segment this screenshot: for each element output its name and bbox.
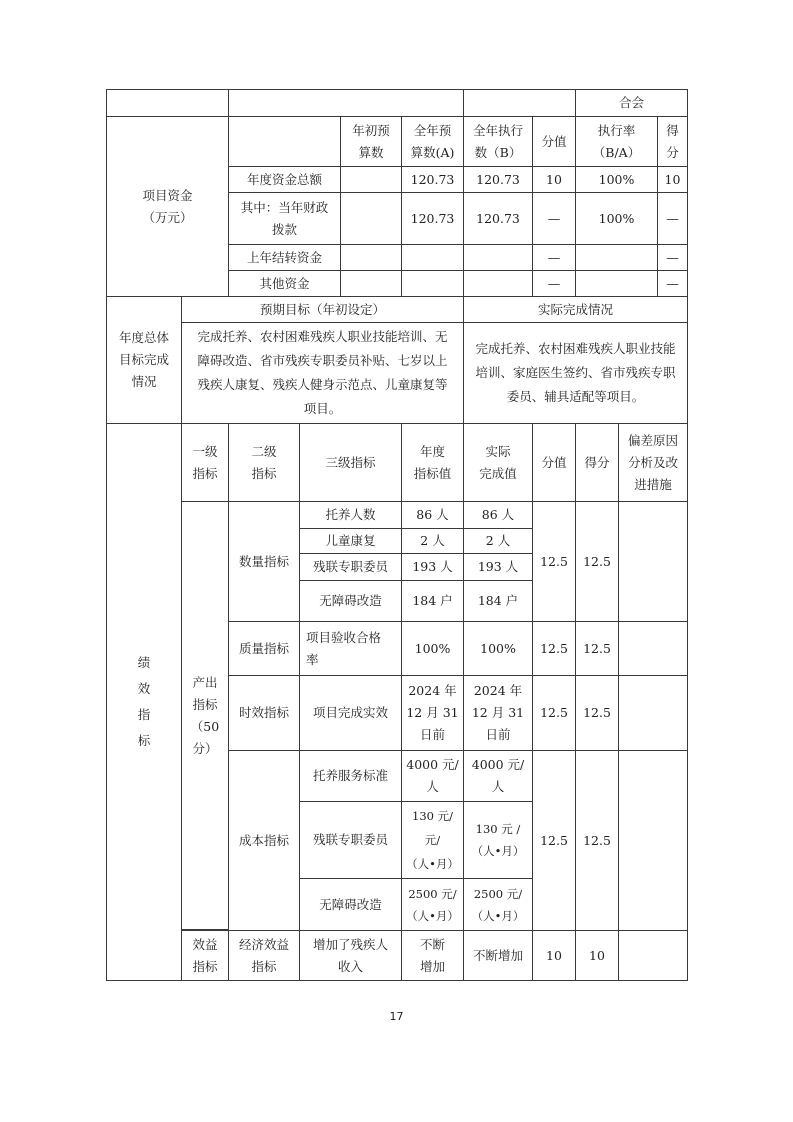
indicator-target: 2 人 xyxy=(401,528,464,554)
funds-row-score: 10 xyxy=(657,166,688,193)
group-deviation xyxy=(618,501,688,622)
funds-row-full-year xyxy=(401,244,464,271)
indicator-actual: 193 人 xyxy=(463,553,533,581)
goals-section-title: 年度总体 目标完成 情况 xyxy=(106,296,182,424)
funds-row-label: 年度资金总额 xyxy=(228,166,341,193)
funds-row-exec-rate: 100% xyxy=(575,192,658,245)
indicator-target: 2500 元/ （人•月） xyxy=(401,878,464,931)
group-score-value: 12.5 xyxy=(532,501,576,622)
goals-actual-text: 完成托养、农村困难残疾人职业技能 培训、家庭医生签约、省市残疾专职 委员、辅具适配等项目。 xyxy=(463,322,688,424)
perf-header-score-value: 分值 xyxy=(532,423,576,502)
group-score-value: 12.5 xyxy=(532,750,576,931)
goals-planned-text: 完成托养、农村困难残疾人职业技能培训、无 障碍改造、省市残疾专职委员补贴、七岁以上 残疾人康复、残疾人健身示范点、儿童康复等 项目。 xyxy=(181,322,464,424)
indicator-name: 无障碍改造 xyxy=(299,878,402,931)
funds-header-blank xyxy=(228,116,341,167)
perf-header-target: 年度 指标值 xyxy=(401,423,464,502)
funds-row-score-value: — xyxy=(532,244,576,271)
funds-row-initial xyxy=(340,166,402,193)
indicator-name: 无障碍改造 xyxy=(299,580,402,622)
funds-row-score-value: 10 xyxy=(532,166,576,193)
funds-header-executed: 全年执行 数（B） xyxy=(463,116,533,167)
funds-row-initial xyxy=(340,244,402,271)
indicator-target: 130 元/ 元/ （人•月） xyxy=(401,801,464,879)
funds-row-label: 其他资金 xyxy=(228,270,341,297)
group-score-value: 12.5 xyxy=(532,675,576,751)
funds-header-score-value: 分值 xyxy=(532,116,576,167)
indicator-actual: 4000 元/ 人 xyxy=(463,750,533,802)
group-score: 10 xyxy=(575,930,619,981)
group-deviation xyxy=(618,675,688,751)
perf-header-deviation: 偏差原因 分析及改 进措施 xyxy=(618,423,688,502)
indicator-actual: 100% xyxy=(463,621,533,676)
header-cell-1 xyxy=(106,89,229,117)
indicator-name: 残联专职委员 xyxy=(299,553,402,581)
indicator-group-name: 成本指标 xyxy=(228,750,300,931)
indicator-name: 托养人数 xyxy=(299,501,402,529)
header-cell-3 xyxy=(463,89,576,117)
perf-header-l2: 二级 指标 xyxy=(228,423,300,502)
indicator-target: 193 人 xyxy=(401,553,464,581)
group-score: 12.5 xyxy=(575,750,619,931)
indicator-target: 86 人 xyxy=(401,501,464,529)
group-score: 12.5 xyxy=(575,501,619,622)
funds-row-full-year xyxy=(401,270,464,297)
funds-row-exec-rate xyxy=(575,270,658,297)
funds-row-label: 上年结转资金 xyxy=(228,244,341,271)
indicator-actual: 2024 年 12 月 31 日前 xyxy=(463,675,533,751)
funds-row-initial xyxy=(340,270,402,297)
indicator-name: 项目验收合格 率 xyxy=(299,621,402,676)
page-number: 17 xyxy=(389,1010,404,1023)
indicator-target: 不断 增加 xyxy=(401,930,464,981)
output-indicator-label: 产出 指标 （50 分） xyxy=(181,501,229,930)
perf-header-l3: 三级指标 xyxy=(299,423,402,502)
indicator-actual: 2500 元/ （人•月） xyxy=(463,878,533,931)
indicator-actual: 184 户 xyxy=(463,580,533,622)
funds-header-initial: 年初预 算数 xyxy=(340,116,402,167)
funds-row-score-value: — xyxy=(532,270,576,297)
funds-header-score: 得 分 xyxy=(657,116,688,167)
group-score: 12.5 xyxy=(575,675,619,751)
funds-row-score-value: — xyxy=(532,192,576,245)
indicator-actual: 2 人 xyxy=(463,528,533,554)
funds-row-executed: 120.73 xyxy=(463,192,533,245)
funds-section-title: 项目资金 （万元） xyxy=(106,116,229,297)
benefit-indicator-label: 效益 指标 xyxy=(181,930,229,981)
funds-row-full-year: 120.73 xyxy=(401,192,464,245)
indicator-name: 托养服务标准 xyxy=(299,750,402,802)
indicator-group-name: 质量指标 xyxy=(228,621,300,676)
funds-row-label: 其中：当年财政 拨款 xyxy=(228,192,341,245)
group-deviation xyxy=(618,621,688,676)
funds-row-executed xyxy=(463,270,533,297)
indicator-group-name: 时效指标 xyxy=(228,675,300,751)
perf-header-l1: 一级 指标 xyxy=(181,423,229,502)
indicator-actual: 不断增加 xyxy=(463,930,533,981)
indicator-name: 残联专职委员 xyxy=(299,801,402,879)
goals-actual-header: 实际完成情况 xyxy=(463,296,688,323)
group-score-value: 12.5 xyxy=(532,621,576,676)
indicator-name: 儿童康复 xyxy=(299,528,402,554)
indicator-target: 100% xyxy=(401,621,464,676)
indicator-actual: 86 人 xyxy=(463,501,533,529)
perf-header-actual: 实际 完成值 xyxy=(463,423,533,502)
funds-row-exec-rate: 100% xyxy=(575,166,658,193)
group-score: 12.5 xyxy=(575,621,619,676)
funds-header-full-year: 全年预 算数(A) xyxy=(401,116,464,167)
indicator-target: 4000 元/ 人 xyxy=(401,750,464,802)
group-score-value: 10 xyxy=(532,930,576,981)
goals-planned-header: 预期目标（年初设定） xyxy=(181,296,464,323)
indicator-group-name: 经济效益 指标 xyxy=(228,930,300,981)
header-cell-2 xyxy=(228,89,464,117)
header-merged-label: 合会 xyxy=(575,89,688,117)
funds-row-score: — xyxy=(657,244,688,271)
group-deviation xyxy=(618,750,688,931)
indicator-target: 2024 年 12 月 31 日前 xyxy=(401,675,464,751)
indicator-name: 项目完成实效 xyxy=(299,675,402,751)
perf-section-title: 绩 效 指 标 xyxy=(106,423,182,981)
funds-row-full-year: 120.73 xyxy=(401,166,464,193)
funds-row-executed: 120.73 xyxy=(463,166,533,193)
indicator-actual: 130 元 / （人•月） xyxy=(463,801,533,879)
funds-row-executed xyxy=(463,244,533,271)
indicator-group-name: 数量指标 xyxy=(228,501,300,622)
funds-header-exec-rate: 执行率 （B/A） xyxy=(575,116,658,167)
indicator-name: 增加了残疾人 收入 xyxy=(299,930,402,981)
funds-row-score: — xyxy=(657,192,688,245)
indicator-target: 184 户 xyxy=(401,580,464,622)
funds-row-exec-rate xyxy=(575,244,658,271)
group-deviation xyxy=(618,930,688,981)
perf-header-score: 得分 xyxy=(575,423,619,502)
funds-row-score: — xyxy=(657,270,688,297)
funds-row-initial xyxy=(340,192,402,245)
